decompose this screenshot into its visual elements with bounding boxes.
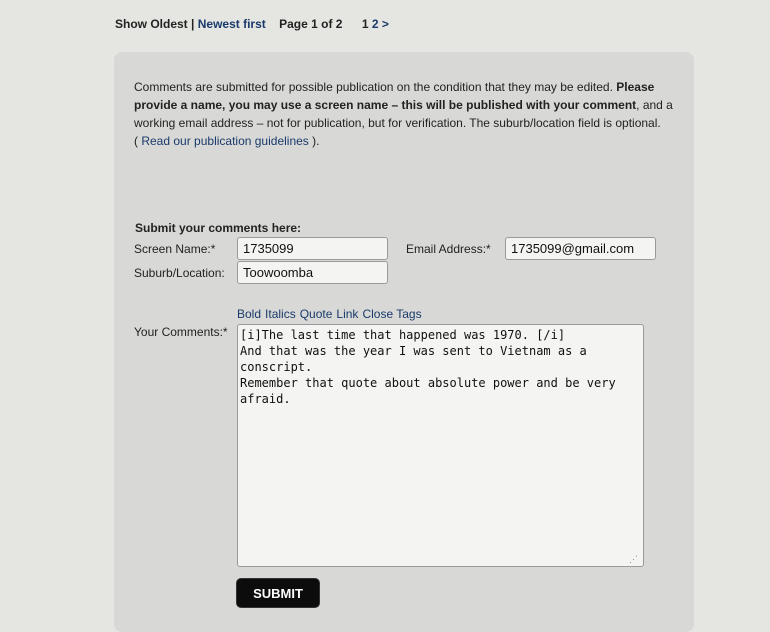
- suburb-input[interactable]: [237, 261, 388, 284]
- screen-name-input[interactable]: [237, 237, 388, 260]
- quote-tag-button[interactable]: Quote: [299, 307, 333, 321]
- publication-guidelines-link[interactable]: Read our publication guidelines: [141, 134, 309, 148]
- email-label: Email Address:*: [406, 242, 491, 256]
- guide-suffix: ).: [308, 134, 320, 148]
- submit-button[interactable]: SUBMIT: [237, 579, 319, 607]
- close-tags-button[interactable]: Close Tags: [362, 307, 422, 321]
- form-heading: Submit your comments here:: [135, 221, 302, 235]
- resize-grip-icon[interactable]: ⋰: [629, 554, 638, 564]
- notice-text-1: Comments are submitted for possible publication on the condition that they may be edited.: [134, 80, 617, 94]
- comment-pager: [115, 17, 389, 31]
- comments-textarea[interactable]: [237, 324, 644, 567]
- page-1-link[interactable]: 1: [361, 17, 369, 31]
- notice-text-2: , and a working email address – not for publication, but for verification. The suburb/location field is optional.: [134, 98, 673, 130]
- suburb-label: Suburb/Location:: [134, 266, 225, 280]
- link-tag-button[interactable]: Link: [336, 307, 359, 321]
- comments-label: Your Comments:*: [134, 325, 228, 339]
- page-info: Page 1 of 2: [279, 17, 343, 31]
- page-2-link[interactable]: 2: [371, 17, 379, 31]
- format-toolbar: [237, 307, 426, 321]
- pager-separator: |: [191, 17, 195, 31]
- notice-bold-text: Please provide a name, you may use a screen name – this will be published with your comment: [134, 80, 655, 112]
- guide-prefix: (: [134, 134, 142, 148]
- next-page-link[interactable]: >: [381, 17, 389, 31]
- email-input[interactable]: [505, 237, 656, 260]
- screen-name-label: Screen Name:*: [134, 242, 216, 256]
- bold-tag-button[interactable]: Bold: [237, 307, 262, 321]
- show-oldest-link[interactable]: Show Oldest: [115, 17, 188, 31]
- italics-tag-button[interactable]: Italics: [265, 307, 296, 321]
- newest-first-link[interactable]: Newest first: [197, 17, 266, 31]
- comment-notice: [134, 78, 674, 150]
